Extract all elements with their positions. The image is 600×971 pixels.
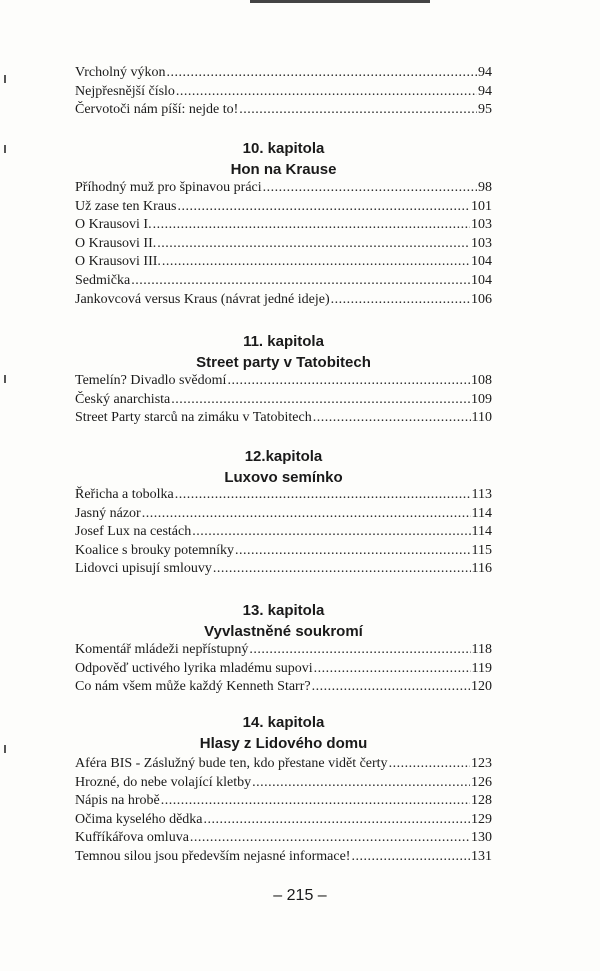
entry-list	[75, 755, 492, 867]
chapter-heading	[75, 331, 492, 373]
dot-leader	[314, 660, 471, 679]
entry-page: 98	[478, 180, 492, 195]
dot-leader	[167, 64, 477, 83]
toc-entry	[75, 409, 492, 428]
toc-entry	[75, 64, 492, 83]
toc-entry	[75, 101, 492, 120]
entry-page: 94	[478, 65, 492, 80]
dot-leader	[176, 83, 477, 102]
entry-title: Lidovci upisují smlouvy	[75, 561, 212, 577]
toc-entry	[75, 505, 492, 524]
entry-title: Jankovcová versus Kraus (návrat jedné ideje)	[75, 291, 330, 307]
chapter-title: Hon na Krause	[230, 161, 337, 178]
entry-page: 113	[471, 487, 492, 502]
chapter-heading	[75, 138, 492, 180]
entry-title: O Krausovi III.	[75, 254, 161, 270]
toc-entry	[75, 216, 492, 235]
entry-title: Český anarchista	[75, 391, 171, 407]
entry-page: 123	[471, 756, 492, 771]
dot-leader	[252, 774, 470, 793]
toc-entry	[75, 811, 492, 830]
toc-entry	[75, 829, 492, 848]
entry-page: 119	[471, 660, 492, 676]
scan-mark	[4, 745, 6, 753]
toc-entry	[75, 523, 492, 542]
entry-page: 95	[478, 102, 492, 118]
toc-entry	[75, 560, 492, 579]
entry-page: 129	[471, 811, 492, 827]
dot-leader	[204, 811, 470, 830]
entry-page: 109	[471, 391, 492, 407]
entry-title: Aféra BIS - Záslužný bude ten, kdo přestane vidět čerty	[75, 756, 388, 771]
chapter-heading	[75, 712, 492, 754]
entry-page: 114	[471, 524, 492, 540]
entry-page: 120	[471, 679, 492, 695]
dot-leader	[351, 848, 470, 867]
toc-entry	[75, 372, 492, 391]
dot-leader	[142, 505, 471, 524]
toc-entry	[75, 291, 492, 310]
dot-leader	[190, 829, 470, 848]
entry-page: 104	[471, 272, 492, 288]
toc-entry	[75, 755, 492, 774]
entry-list	[75, 179, 492, 309]
dot-leader	[227, 372, 470, 391]
entry-title: Očima kyselého dědka	[75, 811, 203, 827]
toc-entry	[75, 198, 492, 217]
entry-title: Co nám všem může každý Kenneth Starr?	[75, 679, 311, 695]
entry-title: Nápis na hrobě	[75, 793, 160, 809]
dot-leader	[313, 409, 471, 428]
toc-entry	[75, 391, 492, 410]
chapter-number: 13. kapitola	[242, 602, 325, 619]
toc-entry	[75, 486, 492, 505]
toc-entry	[75, 660, 492, 679]
entry-list	[75, 64, 492, 120]
entry-page: 104	[471, 254, 492, 270]
dot-leader	[131, 272, 470, 291]
chapter-title: Vyvlastněné soukromí	[204, 623, 363, 640]
entry-page: 108	[471, 373, 492, 388]
toc-entry	[75, 235, 492, 254]
entry-page: 114	[471, 505, 492, 521]
scan-mark	[4, 145, 6, 153]
entry-page: 103	[471, 217, 492, 233]
entry-page: 106	[471, 291, 492, 307]
entry-page: 131	[471, 848, 492, 864]
chapter-number: 10. kapitola	[242, 140, 325, 157]
chapter-title: Street party v Tatobitech	[196, 354, 371, 371]
dot-leader	[249, 641, 470, 660]
dot-leader	[331, 291, 470, 310]
entry-page: 118	[471, 642, 492, 657]
toc-entry	[75, 774, 492, 793]
toc-entry	[75, 641, 492, 660]
page-number: – 215 –	[273, 887, 327, 904]
entry-page: 94	[478, 83, 492, 99]
toc-entry	[75, 272, 492, 291]
chapter-heading	[75, 600, 492, 642]
chapter-title: Hlasy z Lidového domu	[199, 735, 368, 752]
dot-leader	[177, 198, 470, 217]
dot-leader	[153, 216, 470, 235]
entry-title: Nejpřesnější číslo	[75, 83, 175, 99]
dot-leader	[213, 560, 471, 579]
dot-leader	[162, 253, 470, 272]
dot-leader	[175, 486, 471, 505]
entry-title: Temnou silou jsou především nejasné informace!	[75, 848, 351, 864]
scan-edge	[250, 0, 430, 3]
entry-title: O Krausovi I.	[75, 217, 152, 233]
entry-title: Kufříkářova omluva	[75, 830, 189, 846]
entry-title: Červotoči nám píší: nejde to!	[75, 102, 239, 118]
chapter-number: 11. kapitola	[243, 333, 324, 350]
entry-title: Řeřicha a tobolka	[75, 487, 174, 502]
scan-mark	[4, 75, 6, 83]
entry-page: 101	[471, 198, 492, 214]
toc-entry	[75, 678, 492, 697]
entry-title: Street Party starců na zimáku v Tatobitech	[75, 410, 312, 426]
chapter-number: 14. kapitola	[242, 714, 325, 731]
entry-page: 115	[471, 542, 492, 558]
dot-leader	[235, 542, 470, 561]
entry-title: Příhodný muž pro špinavou práci	[75, 180, 262, 195]
entry-title: O Krausovi II.	[75, 235, 157, 251]
toc-entry	[75, 83, 492, 102]
dot-leader	[171, 391, 470, 410]
dot-leader	[389, 755, 470, 774]
chapter-number: 12.kapitola	[244, 448, 323, 465]
entry-title: Josef Lux na cestách	[75, 524, 192, 540]
dot-leader	[239, 101, 477, 120]
entry-title: Odpověď uctivého lyrika mladému supovi	[75, 660, 313, 676]
dot-leader	[192, 523, 470, 542]
entry-page: 130	[471, 830, 492, 846]
scan-mark	[4, 375, 6, 383]
entry-page: 103	[471, 235, 492, 251]
entry-page: 116	[471, 561, 492, 577]
toc-entry	[75, 253, 492, 272]
entry-page: 110	[471, 410, 492, 426]
dot-leader	[161, 792, 470, 811]
entry-title: Sedmička	[75, 272, 131, 288]
dot-leader	[312, 678, 470, 697]
toc-entry	[75, 179, 492, 198]
entry-title: Vrcholný výkon	[75, 65, 166, 80]
entry-title: Už zase ten Kraus	[75, 198, 177, 214]
entry-title: Komentář mládeži nepřístupný	[75, 642, 249, 657]
chapter-heading	[75, 446, 492, 488]
dot-leader	[157, 235, 470, 254]
toc-entry	[75, 848, 492, 867]
entry-title: Koalice s brouky potemníky	[75, 542, 235, 558]
toc-entry	[75, 792, 492, 811]
dot-leader	[263, 179, 477, 198]
toc-entry	[75, 542, 492, 561]
entry-list	[75, 486, 492, 579]
entry-list	[75, 372, 492, 428]
entry-title: Temelín? Divadlo svědomí	[75, 373, 227, 388]
chapter-title: Luxovo semínko	[224, 469, 343, 486]
entry-page: 126	[471, 774, 492, 790]
entry-page: 128	[471, 793, 492, 809]
entry-title: Hrozné, do nebe volající kletby	[75, 774, 252, 790]
entry-title: Jasný názor	[75, 505, 141, 521]
entry-list	[75, 641, 492, 697]
